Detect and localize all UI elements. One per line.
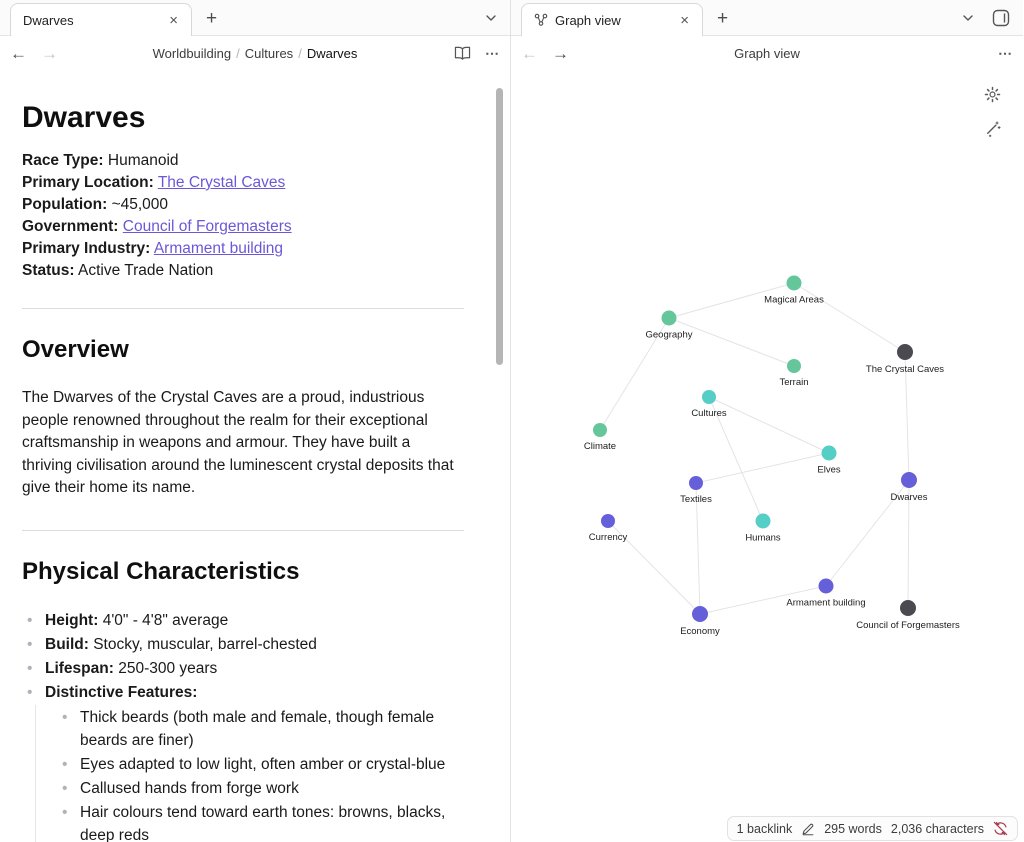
backlink-count[interactable]: 1 backlink [736,821,793,836]
scrollbar-thumb[interactable] [496,88,503,365]
field-label: Race Type: [22,152,104,169]
graph-node-terrain[interactable] [787,359,801,373]
graph-node-textiles[interactable] [689,476,703,490]
tab-title: Graph view [555,12,621,28]
edit-pencil-icon[interactable] [801,822,815,836]
tab-graph-view[interactable] [521,3,703,36]
breadcrumb-segment[interactable]: Cultures [244,45,294,61]
right-sidebar-toggle-icon[interactable] [991,8,1011,28]
graph-node-label: Climate [583,441,617,452]
field-value: Humanoid [107,152,179,169]
graph-pane [511,0,1023,842]
field-list [22,150,464,282]
internal-link[interactable]: Armament building [153,240,284,257]
breadcrumb-segment[interactable]: Worldbuilding [152,45,232,61]
note-content [0,70,510,842]
new-tab-button[interactable]: + [206,8,218,29]
section-heading-physical: Physical Characteristics [22,557,300,585]
field-label: Primary Industry: [22,240,151,257]
chevron-down-icon[interactable] [961,11,975,25]
graph-settings-gear-icon[interactable] [984,86,1001,103]
graph-edge [696,453,829,483]
chevron-down-icon[interactable] [484,11,498,25]
back-button[interactable]: ← [10,43,27,63]
graph-node-geography[interactable] [662,311,677,326]
graph-node-label: Magical Areas [764,294,824,306]
pane-title: Graph view [734,45,800,61]
list-item: • Lifespan: 250-300 years [35,657,464,681]
page-title: Dwarves [22,101,146,134]
left-toolbar [0,36,510,70]
list-item: • Thick beards (both male and female, though female beards are finer) [70,705,464,752]
graph-animate-wand-icon[interactable] [984,120,1001,137]
field-value: Active Trade Nation [78,262,214,279]
right-tab-strip [511,0,1023,36]
new-tab-button[interactable]: + [717,8,729,29]
field-row [22,216,464,238]
more-options-icon[interactable]: ⋯ [485,44,500,61]
graph-icon [534,13,548,27]
graph-edge [794,283,905,352]
divider [22,308,464,309]
graph-node-label: Armament building [786,597,866,609]
divider [22,530,464,531]
field-label: Primary Location: [22,174,154,191]
forward-button[interactable]: → [41,43,58,63]
graph-node-label: Terrain [779,377,809,388]
forward-button[interactable]: → [552,43,569,63]
graph-edge [709,397,829,453]
list-item: • Hair colours tend toward earth tones: browns, blacks, deep reds [70,800,464,842]
field-row [22,238,464,260]
character-count: 2,036 characters [890,821,984,836]
graph-edge [669,318,794,366]
list-item: • Height: 4'0" - 4'8" average [35,609,464,633]
graph-node-label: Textiles [680,494,712,505]
overview-paragraph: The Dwarves of the Crystal Caves are a proud, industrious people renowned throughout the realm for their exceptional craftsmanship in weapons and armour. They have built a thriving civilisation around the luminescent crystal deposits that give their home its name. [22,389,454,496]
field-row [22,194,464,216]
sync-disabled-icon[interactable] [993,821,1008,836]
graph-node-magical-areas[interactable] [787,276,802,291]
graph-node-label: Dwarves [890,492,928,503]
breadcrumb-separator: / [298,45,302,61]
field-label: Population: [22,196,108,213]
word-count: 295 words [824,821,882,836]
graph-view-canvas[interactable] [511,70,1023,842]
graph-node-elves[interactable] [822,446,837,461]
tab-dwarves[interactable] [10,3,192,36]
graph-node-economy[interactable] [692,606,708,622]
list-item: • Build: Stocky, muscular, barrel-chested [35,633,464,657]
section-heading-overview: Overview [22,336,129,363]
graph-node-armament-building[interactable] [819,579,834,594]
graph-node-currency[interactable] [601,514,615,528]
field-value: ~45,000 [111,196,169,213]
char-list [35,609,464,842]
graph-node-dwarves[interactable] [901,472,917,488]
close-icon[interactable]: × [169,11,178,29]
internal-link[interactable]: Council of Forgemasters [122,218,292,235]
right-toolbar [511,36,1023,70]
internal-link[interactable]: The Crystal Caves [157,174,286,191]
left-tab-strip [0,0,510,36]
status-bar [727,816,1018,841]
field-row [22,150,464,172]
graph-node-crystal-caves[interactable] [897,344,913,360]
graph-node-climate[interactable] [593,423,607,437]
list-item: • Eyes adapted to low light, often amber or crystal-blue [70,752,464,776]
graph-node-label: Economy [680,626,720,637]
graph-node-label: Geography [645,329,693,341]
breadcrumb [0,43,510,63]
field-row [22,260,464,282]
reading-mode-book-icon[interactable] [454,46,471,61]
graph-node-label: Cultures [691,408,727,419]
graph-node-cultures[interactable] [702,390,716,404]
breadcrumb-segment-current[interactable]: Dwarves [306,45,358,61]
list-item: • Callused hands from forge work [70,776,464,800]
graph-svg [511,70,1023,842]
graph-node-label: Currency [588,532,628,543]
tab-title: Dwarves [23,12,74,28]
graph-node-label: The Crystal Caves [865,364,945,375]
breadcrumb-separator: / [236,45,240,61]
graph-node-label: Elves [817,464,841,476]
field-label: Status: [22,262,75,279]
field-row [22,172,464,194]
graph-node-label: Humans [745,532,781,544]
graph-node-humans[interactable] [756,514,771,529]
close-icon[interactable]: × [680,11,689,29]
graph-node-label: Council of Forgemasters [856,620,960,631]
back-button[interactable]: ← [521,43,538,63]
list-item: • Distinctive Features: • Thick beards (both male and female, though female beards are finer) • Eyes adapted to low light, often amber or crystal-blue • Callused hands from forge work • Hair colours tend toward earth tones: browns, blacks, deep reds [35,681,464,842]
more-options-icon[interactable]: ⋯ [998,44,1013,61]
nested-list [35,705,464,842]
field-label: Government: [22,218,119,235]
graph-node-council-of-forgemasters[interactable] [900,600,916,616]
note-pane [0,0,511,842]
